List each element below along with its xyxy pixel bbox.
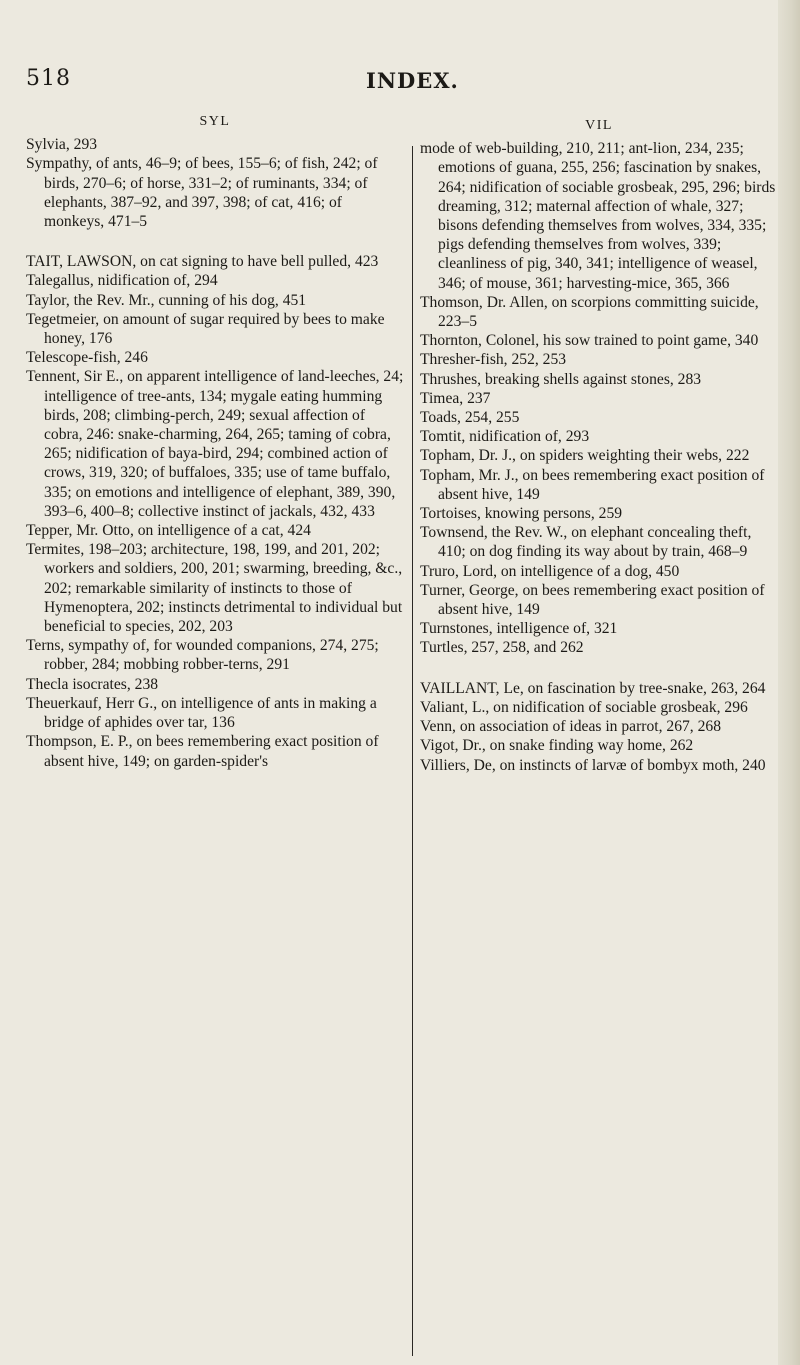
guide-word-left: SYL xyxy=(199,114,231,129)
index-entry: Sympathy, of ants, 46–9; of bees, 155–6; of fish, 242; of birds, 270–6; of horse, 331–2; of ruminants, 334; of elephants, 387–92, and 397, 398; of cat, 416; of monkeys, 471–5 xyxy=(26,155,378,231)
right-column xyxy=(420,112,778,775)
index-entry: Turner, George, on bees remembering exact position of absent hive, 149 xyxy=(420,581,765,619)
guide-word-right: VIL xyxy=(585,118,613,133)
index-entry: mode of web-building, 210, 211; ant-lion, 234, 235; emotions of guana, 255, 256; fascination by snakes, 264; nidification of sociable grosbeak, 295, 296; birds dreaming, 312; maternal affection of whale, 327; bisons defending themselves from wolves, 334, 335; pigs defending themselves from wolves, 339; cleanliness of pig, 340, 341; intelligence of weasel, 346; of mouse, 361; harvesting-mice, 365, 366 xyxy=(420,140,776,292)
index-entry: Thrushes, breaking shells against stones, 283 xyxy=(420,370,702,388)
index-entry: Toads, 254, 255 xyxy=(420,409,520,427)
index-entry: Tennent, Sir E., on apparent intelligence of land-leeches, 24; intelligence of tree-ants, 134; mygale eating humming birds, 208; climbing-perch, 249; sexual affection of cobra, 246: snake-charming, 264, 265; taming of cobra, 265; nidification of baya-bird, 294; combined action of crows, 319, 320; of buffaloes, 335; use of tame buffalo, 335; on emotions and intelligence of elephant, 389, 390, 393–6, 400–8; collective instinct of jackals, 432, 433 xyxy=(26,368,404,520)
index-entry: Thecla isocrates, 238 xyxy=(26,675,159,693)
index-entry: Thompson, E. P., on bees remembering exact position of absent hive, 149; on garden-spider's xyxy=(26,733,379,770)
index-entry: Topham, Mr. J., on bees remembering exact position of absent hive, 149 xyxy=(420,466,765,503)
page-number: 518 xyxy=(26,66,71,91)
index-entry: Topham, Dr. J., on spiders weighting their webs, 222 xyxy=(420,447,750,465)
index-entry: Telescope-fish, 246 xyxy=(26,349,148,367)
index-entry: Vigot, Dr., on snake finding way home, 262 xyxy=(420,737,694,755)
index-entry: VAILLANT, Le, on fascination by tree-snake, 263, 264 xyxy=(420,679,766,697)
index-entry: Sylvia, 293 xyxy=(26,136,98,154)
index-entry: Thomson, Dr. Allen, on scorpions committing suicide, 223–5 xyxy=(420,293,759,331)
index-entry: Tepper, Mr. Otto, on intelligence of a cat, 424 xyxy=(26,522,311,540)
column-divider xyxy=(412,146,413,1356)
index-entry: Timea, 237 xyxy=(420,389,491,407)
index-entry: Theuerkauf, Herr G., on intelligence of ants in making a bridge of aphides over tar, 136 xyxy=(26,694,377,732)
running-head: INDEX. xyxy=(366,68,459,93)
index-entry: Tomtit, nidification of, 293 xyxy=(420,428,590,446)
index-entry: Talegallus, nidification of, 294 xyxy=(26,272,218,290)
index-entry: Taylor, the Rev. Mr., cunning of his dog, 451 xyxy=(26,291,307,309)
index-entry: Terns, sympathy of, for wounded companions, 274, 275; robber, 284; mobbing robber-terns, 291 xyxy=(26,637,379,674)
index-entry: Truro, Lord, on intelligence of a dog, 450 xyxy=(420,562,680,580)
index-entry: Venn, on association of ideas in parrot, 267, 268 xyxy=(420,718,721,736)
index-entry: Thresher-fish, 252, 253 xyxy=(420,351,567,369)
index-entry: Valiant, L., on nidification of sociable grosbeak, 296 xyxy=(420,698,748,716)
index-entry: Townsend, the Rev. W., on elephant concealing theft, 410; on dog finding its way about by train, 468–9 xyxy=(420,524,752,561)
index-entry: Turtles, 257, 258, and 262 xyxy=(420,639,584,657)
page-edge xyxy=(778,0,800,1365)
index-entry: Termites, 198–203; architecture, 198, 199, and 201, 202; workers and soldiers, 200, 201; swarming, breeding, &c., 202; remarkable similarity of instincts to those of Hymenoptera, 202; instincts detrimental to individual but beneficial to species, 202, 203 xyxy=(26,541,403,636)
index-entry: Turnstones, intelligence of, 321 xyxy=(420,620,618,638)
index-entry: Tegetmeier, on amount of sugar required by bees to make honey, 176 xyxy=(26,310,385,348)
left-column xyxy=(26,112,404,771)
index-entry: TAIT, LAWSON, on cat signing to have bell pulled, 423 xyxy=(26,253,379,271)
index-entry: Tortoises, knowing persons, 259 xyxy=(420,505,623,523)
index-entry: Thornton, Colonel, his sow trained to point game, 340 xyxy=(420,332,759,350)
index-entry: Villiers, De, on instincts of larvæ of bombyx moth, 240 xyxy=(420,756,766,774)
